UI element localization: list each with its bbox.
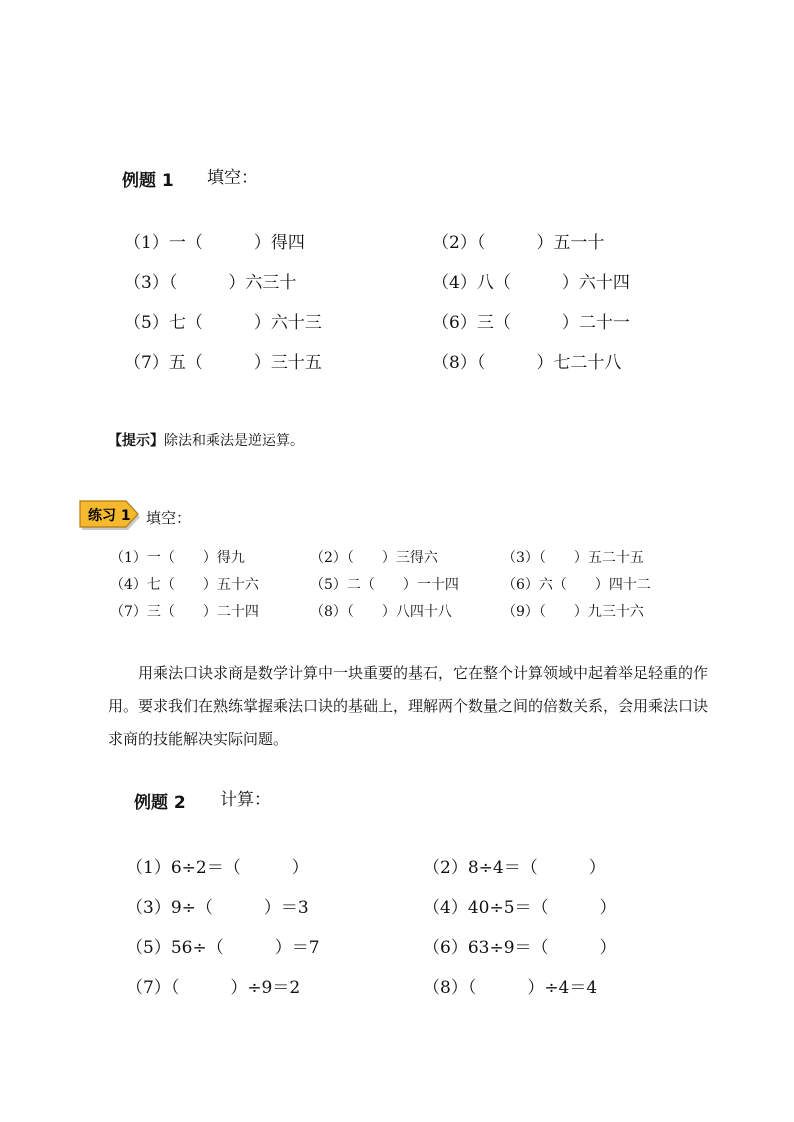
practice1-item: （1）一（ ）得九 [110, 550, 245, 566]
example1-item: （5）七（ ）六十三 [124, 313, 322, 333]
practice1-item: （8）（ ）八四十八 [310, 604, 452, 620]
example1-item: （4）八（ ）六十四 [432, 273, 630, 293]
example2-item: （8）（ ）÷4＝4 [423, 978, 598, 998]
practice1-item: （5）二（ ）一十四 [310, 577, 459, 593]
example2-item: （3）9÷（ ）＝3 [126, 898, 309, 918]
intro-paragraph: 用乘法口诀求商是数学计算中一块重要的基石，它在整个计算领域中起着举足轻重的作用。要求我们在熟练掌握乘法口诀的基础上，理解两个数量之间的倍数关系，会用乘法口诀求商的技能解决实际问题。 [108, 664, 709, 748]
example1-item: （2）（ ）五一十 [432, 233, 605, 253]
example2-item: （1）6÷2＝（ ） [126, 858, 309, 878]
example1-item: （1）一（ ）得四 [124, 233, 305, 253]
example2-item: （6）63÷9＝（ ） [423, 938, 617, 958]
practice1-item: （2）（ ）三得六 [310, 550, 438, 566]
example1-item: （6）三（ ）二十一 [432, 313, 630, 333]
example2-instruction: 计算： [220, 790, 271, 810]
example1-item: （3）（ ）六三十 [124, 273, 297, 293]
practice1-item: （6）六（ ）四十二 [502, 577, 651, 593]
example1-instruction: 填空： [207, 168, 258, 188]
example2-item: （2）8÷4＝（ ） [423, 858, 606, 878]
example2-item: （7）（ ）÷9＝2 [126, 978, 301, 998]
practice1-item: （3）（ ）五二十五 [502, 550, 644, 566]
practice1-item: （9）（ ）九三十六 [502, 604, 644, 620]
practice1-instruction: 填空： [146, 509, 192, 527]
example1-item: （8）（ ）七二十八 [432, 353, 622, 373]
hint-text: 除法和乘法是逆运算。 [164, 433, 304, 449]
example2-item: （4）40÷5＝（ ） [423, 898, 617, 918]
hint [108, 430, 304, 450]
example2-item: （5）56÷（ ）＝7 [126, 938, 320, 958]
hint-label: 【提示】 [108, 433, 164, 449]
example2-label: 例题 2 [134, 793, 186, 813]
practice1-item: （4）七（ ）五十六 [110, 577, 259, 593]
practice1-badge-label: 练习 1 [88, 508, 131, 524]
practice1-item: （7）三（ ）二十四 [110, 604, 259, 620]
example1-item: （7）五（ ）三十五 [124, 353, 322, 373]
example1-label: 例题 1 [122, 171, 174, 191]
